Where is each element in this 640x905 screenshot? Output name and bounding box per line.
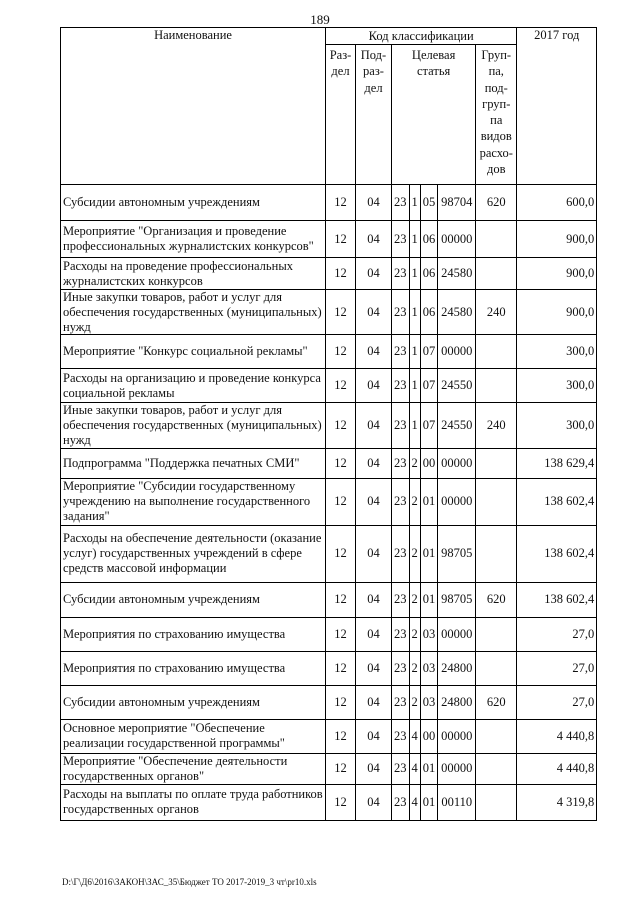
cell-t4: 00000: [438, 478, 476, 525]
cell-amount: 300,0: [517, 369, 597, 403]
cell-t2: 4: [409, 753, 420, 784]
cell-name: Расходы на организацию и проведение конкурса социальной рекламы: [61, 369, 326, 403]
cell-t1: 23: [392, 784, 410, 820]
cell-group: [476, 617, 517, 651]
cell-t3: 01: [420, 784, 438, 820]
budget-table: [60, 27, 597, 821]
table-row: [61, 719, 597, 753]
cell-t1: 23: [392, 617, 410, 651]
cell-name: Субсидии автономным учреждениям: [61, 582, 326, 617]
table-row: [61, 448, 597, 478]
cell-group: [476, 335, 517, 369]
cell-t3: 03: [420, 685, 438, 719]
cell-group: [476, 525, 517, 582]
cell-group: [476, 478, 517, 525]
cell-t3: 01: [420, 525, 438, 582]
cell-group: [476, 651, 517, 685]
cell-group: [476, 784, 517, 820]
cell-t1: 23: [392, 403, 410, 448]
header-target: Целевая статья: [392, 45, 476, 185]
cell-amount: 4 440,8: [517, 753, 597, 784]
header-razdel: Раз- дел: [326, 45, 356, 185]
cell-t1: 23: [392, 448, 410, 478]
cell-amount: 138 602,4: [517, 582, 597, 617]
cell-amount: 138 602,4: [517, 525, 597, 582]
cell-group: [476, 719, 517, 753]
cell-t2: 1: [409, 185, 420, 221]
cell-group: 620: [476, 582, 517, 617]
cell-t3: 07: [420, 403, 438, 448]
table-row: [61, 258, 597, 290]
cell-group: [476, 369, 517, 403]
cell-podrazdel: 04: [356, 478, 392, 525]
cell-name: Иные закупки товаров, работ и услуг для обеспечения государственных (муниципальных) нужд: [61, 403, 326, 448]
cell-podrazdel: 04: [356, 651, 392, 685]
cell-amount: 300,0: [517, 335, 597, 369]
cell-podrazdel: 04: [356, 258, 392, 290]
cell-amount: 300,0: [517, 403, 597, 448]
cell-t1: 23: [392, 221, 410, 258]
header-group: Груп- па, под- груп- па видов расхо- дов: [476, 45, 517, 185]
cell-t2: 2: [409, 525, 420, 582]
page-number: 189: [310, 12, 330, 27]
cell-name: Мероприятия по страхованию имущества: [61, 617, 326, 651]
cell-t3: 01: [420, 582, 438, 617]
cell-t2: 1: [409, 403, 420, 448]
cell-podrazdel: 04: [356, 185, 392, 221]
cell-podrazdel: 04: [356, 617, 392, 651]
table-row: [61, 221, 597, 258]
table-row: [61, 478, 597, 525]
table-row: [61, 617, 597, 651]
cell-amount: 900,0: [517, 290, 597, 335]
cell-amount: 138 602,4: [517, 478, 597, 525]
cell-razdel: 12: [326, 582, 356, 617]
cell-razdel: 12: [326, 478, 356, 525]
cell-t3: 03: [420, 651, 438, 685]
cell-t2: 2: [409, 617, 420, 651]
file-path-footer: D:\Г\Д6\2016\ЗАКОН\ЗАС_35\Бюджет ТО 2017-2019_3 чт\pr10.xls: [62, 877, 317, 887]
cell-group: 240: [476, 403, 517, 448]
cell-razdel: 12: [326, 369, 356, 403]
cell-t2: 1: [409, 258, 420, 290]
cell-razdel: 12: [326, 617, 356, 651]
cell-t1: 23: [392, 582, 410, 617]
cell-name: Субсидии автономным учреждениям: [61, 685, 326, 719]
cell-t4: 24580: [438, 290, 476, 335]
table-row: [61, 335, 597, 369]
cell-t1: 23: [392, 525, 410, 582]
cell-t2: 2: [409, 651, 420, 685]
table-body: [61, 185, 597, 821]
cell-t1: 23: [392, 290, 410, 335]
cell-group: [476, 753, 517, 784]
cell-t4: 00000: [438, 753, 476, 784]
cell-podrazdel: 04: [356, 582, 392, 617]
cell-podrazdel: 04: [356, 403, 392, 448]
table-row: [61, 651, 597, 685]
cell-t4: 00000: [438, 221, 476, 258]
cell-t2: 1: [409, 369, 420, 403]
cell-razdel: 12: [326, 403, 356, 448]
cell-podrazdel: 04: [356, 525, 392, 582]
cell-razdel: 12: [326, 290, 356, 335]
table-row: [61, 185, 597, 221]
cell-podrazdel: 04: [356, 753, 392, 784]
cell-podrazdel: 04: [356, 335, 392, 369]
cell-t4: 98705: [438, 582, 476, 617]
table-row: [61, 369, 597, 403]
cell-razdel: 12: [326, 185, 356, 221]
cell-t3: 03: [420, 617, 438, 651]
header-code: Код классификации: [326, 28, 517, 45]
cell-name: Мероприятие "Конкурс социальной рекламы": [61, 335, 326, 369]
cell-razdel: 12: [326, 335, 356, 369]
cell-amount: 27,0: [517, 617, 597, 651]
cell-t4: 24580: [438, 258, 476, 290]
cell-group: [476, 448, 517, 478]
cell-razdel: 12: [326, 651, 356, 685]
cell-t2: 1: [409, 290, 420, 335]
cell-name: Мероприятие "Организация и проведение профессиональных журналистских конкурсов": [61, 221, 326, 258]
cell-razdel: 12: [326, 784, 356, 820]
cell-t3: 06: [420, 258, 438, 290]
cell-t4: 00000: [438, 719, 476, 753]
cell-razdel: 12: [326, 753, 356, 784]
cell-amount: 4 319,8: [517, 784, 597, 820]
cell-t2: 4: [409, 784, 420, 820]
cell-t3: 00: [420, 448, 438, 478]
cell-name: Расходы на обеспечение деятельности (оказание услуг) государственных учреждений в сфере средств массовой информации: [61, 525, 326, 582]
cell-t3: 06: [420, 221, 438, 258]
cell-razdel: 12: [326, 221, 356, 258]
cell-t1: 23: [392, 369, 410, 403]
cell-name: Мероприятия по страхованию имущества: [61, 651, 326, 685]
cell-t2: 1: [409, 335, 420, 369]
cell-t2: 2: [409, 582, 420, 617]
table-row: [61, 403, 597, 448]
cell-podrazdel: 04: [356, 685, 392, 719]
cell-t1: 23: [392, 651, 410, 685]
table-row: [61, 685, 597, 719]
cell-t4: 24800: [438, 685, 476, 719]
cell-t4: 98704: [438, 185, 476, 221]
cell-group: 240: [476, 290, 517, 335]
cell-group: [476, 258, 517, 290]
header-name: Наименование: [61, 28, 326, 185]
cell-t2: 2: [409, 685, 420, 719]
cell-t3: 01: [420, 753, 438, 784]
table-row: [61, 753, 597, 784]
cell-name: Основное мероприятие "Обеспечение реализации государственной программы": [61, 719, 326, 753]
cell-name: Расходы на проведение профессиональных журналистских конкурсов: [61, 258, 326, 290]
cell-t1: 23: [392, 719, 410, 753]
table-row: [61, 784, 597, 820]
cell-name: Мероприятие "Обеспечение деятельности государственных органов": [61, 753, 326, 784]
cell-name: Субсидии автономным учреждениям: [61, 185, 326, 221]
cell-t2: 1: [409, 221, 420, 258]
cell-podrazdel: 04: [356, 369, 392, 403]
cell-t1: 23: [392, 753, 410, 784]
cell-group: 620: [476, 185, 517, 221]
cell-name: Иные закупки товаров, работ и услуг для обеспечения государственных (муниципальных) нужд: [61, 290, 326, 335]
cell-t1: 23: [392, 185, 410, 221]
cell-razdel: 12: [326, 685, 356, 719]
cell-amount: 27,0: [517, 651, 597, 685]
cell-t4: 00000: [438, 448, 476, 478]
cell-t4: 24550: [438, 403, 476, 448]
cell-t1: 23: [392, 258, 410, 290]
cell-t3: 07: [420, 369, 438, 403]
cell-razdel: 12: [326, 258, 356, 290]
cell-podrazdel: 04: [356, 221, 392, 258]
table-row: [61, 525, 597, 582]
cell-group: 620: [476, 685, 517, 719]
cell-t4: 00000: [438, 617, 476, 651]
cell-t4: 24800: [438, 651, 476, 685]
cell-amount: 4 440,8: [517, 719, 597, 753]
header-year: 2017 год: [517, 28, 597, 185]
cell-t4: 98705: [438, 525, 476, 582]
cell-amount: 900,0: [517, 221, 597, 258]
cell-amount: 138 629,4: [517, 448, 597, 478]
cell-podrazdel: 04: [356, 290, 392, 335]
cell-razdel: 12: [326, 448, 356, 478]
cell-t3: 01: [420, 478, 438, 525]
cell-t4: 24550: [438, 369, 476, 403]
cell-t1: 23: [392, 685, 410, 719]
cell-amount: 27,0: [517, 685, 597, 719]
cell-t2: 2: [409, 448, 420, 478]
cell-name: Мероприятие "Субсидии государственному учреждению на выполнение государственного задания": [61, 478, 326, 525]
cell-t3: 00: [420, 719, 438, 753]
table-row: [61, 582, 597, 617]
cell-podrazdel: 04: [356, 719, 392, 753]
cell-razdel: 12: [326, 719, 356, 753]
cell-t1: 23: [392, 335, 410, 369]
cell-name: Расходы на выплаты по оплате труда работников государственных органов: [61, 784, 326, 820]
cell-t4: 00000: [438, 335, 476, 369]
cell-t2: 2: [409, 478, 420, 525]
cell-t3: 07: [420, 335, 438, 369]
header-podrazdel: Под- раз- дел: [356, 45, 392, 185]
cell-podrazdel: 04: [356, 448, 392, 478]
cell-name: Подпрограмма "Поддержка печатных СМИ": [61, 448, 326, 478]
cell-t4: 00110: [438, 784, 476, 820]
cell-razdel: 12: [326, 525, 356, 582]
cell-t3: 06: [420, 290, 438, 335]
cell-amount: 600,0: [517, 185, 597, 221]
cell-t1: 23: [392, 478, 410, 525]
table-row: [61, 290, 597, 335]
cell-group: [476, 221, 517, 258]
cell-amount: 900,0: [517, 258, 597, 290]
cell-t3: 05: [420, 185, 438, 221]
cell-podrazdel: 04: [356, 784, 392, 820]
cell-t2: 4: [409, 719, 420, 753]
